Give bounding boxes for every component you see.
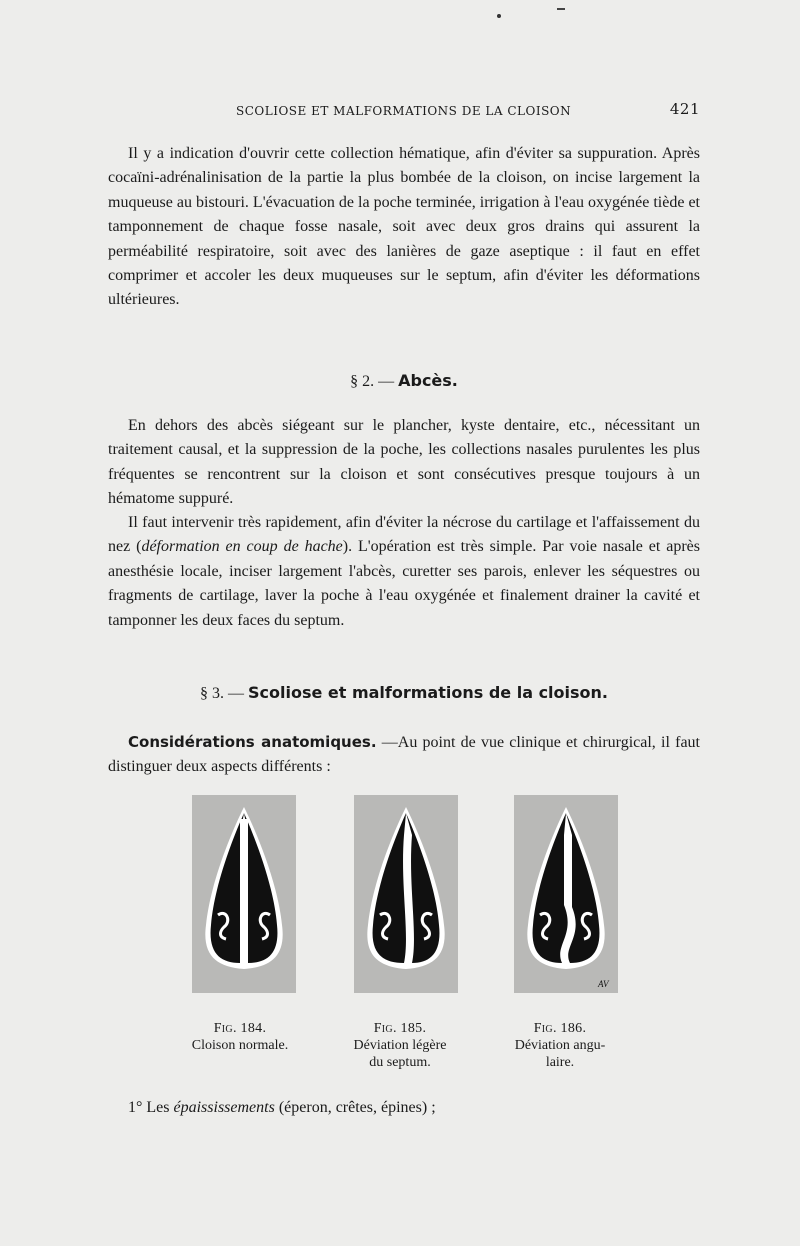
paragraph-5 [108,1096,700,1120]
paragraph-3-emphasis: déformation en coup de hache [141,538,343,556]
paragraph-4-rest: —Au point de vue clinique et chirurgical, il faut distinguer deux aspects différents : [108,734,700,776]
figure-186-caption [490,1020,630,1071]
paragraph-3-part-b: ). L'opération est très simple. Par voie nasale et après anesthésie locale, inciser largement l'abcès, curetter ses parois, enlever les séquestres ou fragments de cartilage, laver la poche à l'eau oxygénée et finalement drainer la cavité et tamponner les deux faces du septum. [108,538,700,629]
section-2-heading [108,371,700,391]
paragraph-1 [108,142,700,313]
section-number: § 2. — [350,373,395,390]
figure-184-image [192,795,296,993]
paragraph-3 [108,511,700,633]
paragraph-5-emphasis: épaississements [173,1099,275,1116]
print-speck [497,14,501,18]
section-title: Abcès. [398,371,458,390]
figure-number: Fig. 186. [533,1021,587,1036]
paragraph-5-text [108,1096,700,1120]
paragraph-4 [108,730,700,780]
section-heading [108,683,700,703]
section-number: § 3. — [199,685,244,702]
paragraph-5-part-a: 1° Les [128,1099,174,1116]
running-head-title: SCOLIOSE ET MALFORMATIONS DE LA CLOISON [236,104,572,118]
caption-line: Déviation angu- [514,1038,606,1053]
section-title: Scoliose et malformations de la cloison. [247,683,608,702]
figure-185-caption [330,1020,470,1071]
figure-184-caption [170,1020,310,1054]
figure-signature: AV [598,979,609,989]
paragraph-2-text: En dehors des abcès siégeant sur le plancher, kyste dentaire, etc., nécessitant un traitement causal, et la suppression de la poche, les collections nasales purulentes les plus fréquentes se rencontrent sur la cloison et sont consécutives presque toujours à un hématome suppuré. [108,417,700,508]
figure-number: Fig. 185. [373,1021,427,1036]
paragraph-4-text [108,730,700,780]
paragraph-2 [108,414,700,512]
page-number: 421 [669,100,700,118]
paragraph-1-text: Il y a indication d'ouvrir cette collection hématique, afin d'éviter sa suppuration. Après cocaïni-adrénalinisation de la partie la plus bombée de la cloison, on incise largement la muqueuse au bistouri. L'évacuation de la poche terminée, irrigation à l'eau oxygénée tiède et tamponnement de chaque fosse nasale, soit avec deux gros drains qui assurent la perméabilité respiratoire, soit avec des lanières de gaze aseptique : il faut en effet comprimer et accoler les deux muqueuses sur le septum, afin d'éviter les déformations ultérieures. [108,145,700,309]
paragraph-5-part-b: (éperon, crêtes, épines) ; [274,1099,436,1116]
section-heading [108,371,700,391]
figure-row [180,795,620,1005]
caption-line: du septum. [369,1055,431,1070]
figure-185-image [354,795,458,993]
figure-number: Fig. 184. [213,1021,267,1036]
caption-line: laire. [545,1055,575,1070]
paragraph-4-lead: Considérations anatomiques. [128,733,377,751]
print-mark [557,8,565,10]
caption-line: Déviation légère [353,1038,447,1053]
section-3-heading [108,683,700,703]
figure-186-image [514,795,618,993]
paragraph-3-part-a: Il faut intervenir très rapidement, afin d'éviter la nécrose du cartilage et l'affaissement du nez ( [108,514,700,556]
caption-line: Cloison normale. [191,1038,289,1053]
paragraph-3-text [108,511,700,633]
